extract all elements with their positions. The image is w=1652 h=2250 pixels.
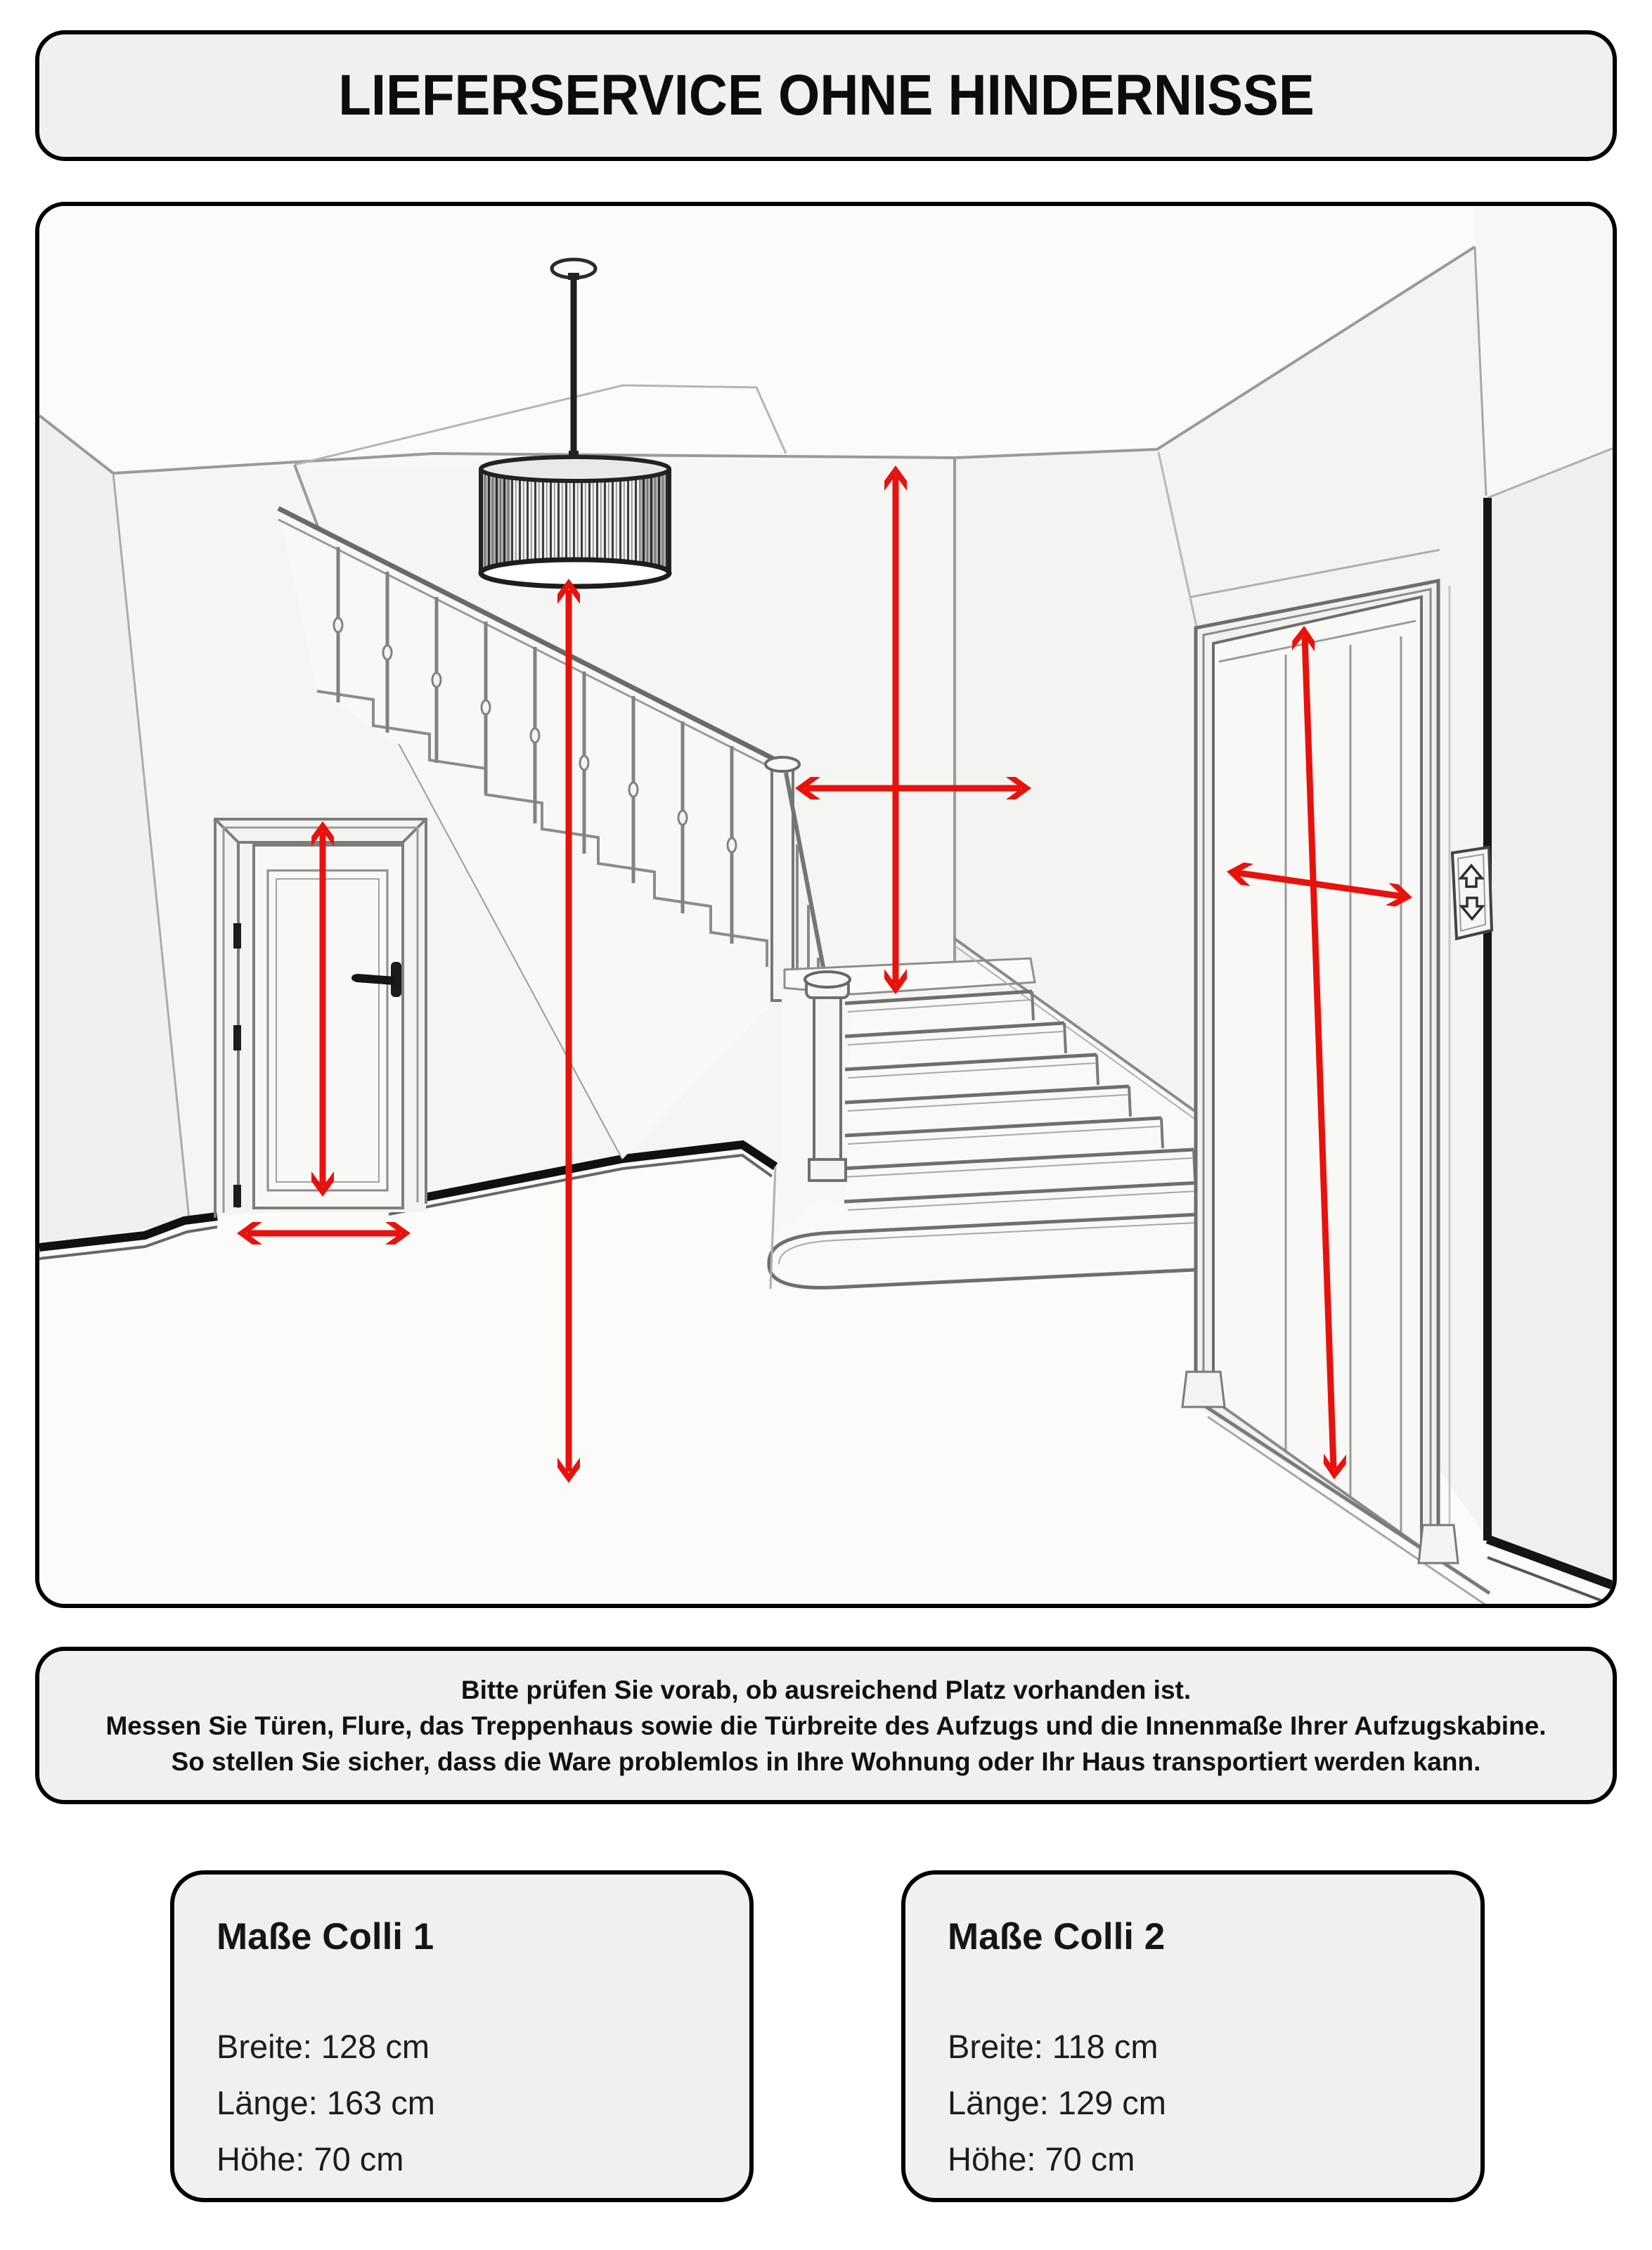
package-1-height: Höhe: 70 cm xyxy=(217,2140,404,2178)
package-2-height: Höhe: 70 cm xyxy=(948,2140,1135,2178)
upper-newel-post xyxy=(766,757,799,1001)
package-1-title: Maße Colli 1 xyxy=(217,1916,434,1958)
page-title: LIEFERSERVICE OHNE HINDERNISSE xyxy=(337,63,1315,127)
package-2-length: Länge: 129 cm xyxy=(948,2084,1166,2121)
elevator-call-panel xyxy=(1452,847,1492,939)
note-line-1: Bitte prüfen Sie vorab, ob ausreichend Platz vorhanden ist. xyxy=(460,1675,1192,1704)
note-box xyxy=(35,1647,1617,1804)
package-card-colli-2 xyxy=(901,1870,1485,2202)
hallway-illustration xyxy=(35,202,1617,1608)
lamp-diffuser xyxy=(481,560,669,586)
title-banner xyxy=(35,30,1617,161)
package-1-length: Länge: 163 cm xyxy=(217,2084,435,2121)
package-1-width: Breite: 128 cm xyxy=(217,2028,430,2065)
package-card-colli-1 xyxy=(170,1870,754,2202)
note-line-2: Messen Sie Türen, Flure, das Treppenhaus sowie die Türbreite des Aufzugs und die Innenmaße Ihrer Aufzugskabine. xyxy=(105,1711,1547,1740)
package-2-title: Maße Colli 2 xyxy=(948,1916,1166,1958)
note-line-3: So stellen Sie sicher, dass die Ware problemlos in Ihre Wohnung oder Ihr Haus transportiert werden kann. xyxy=(171,1747,1481,1776)
package-2-width: Breite: 118 cm xyxy=(948,2028,1159,2065)
